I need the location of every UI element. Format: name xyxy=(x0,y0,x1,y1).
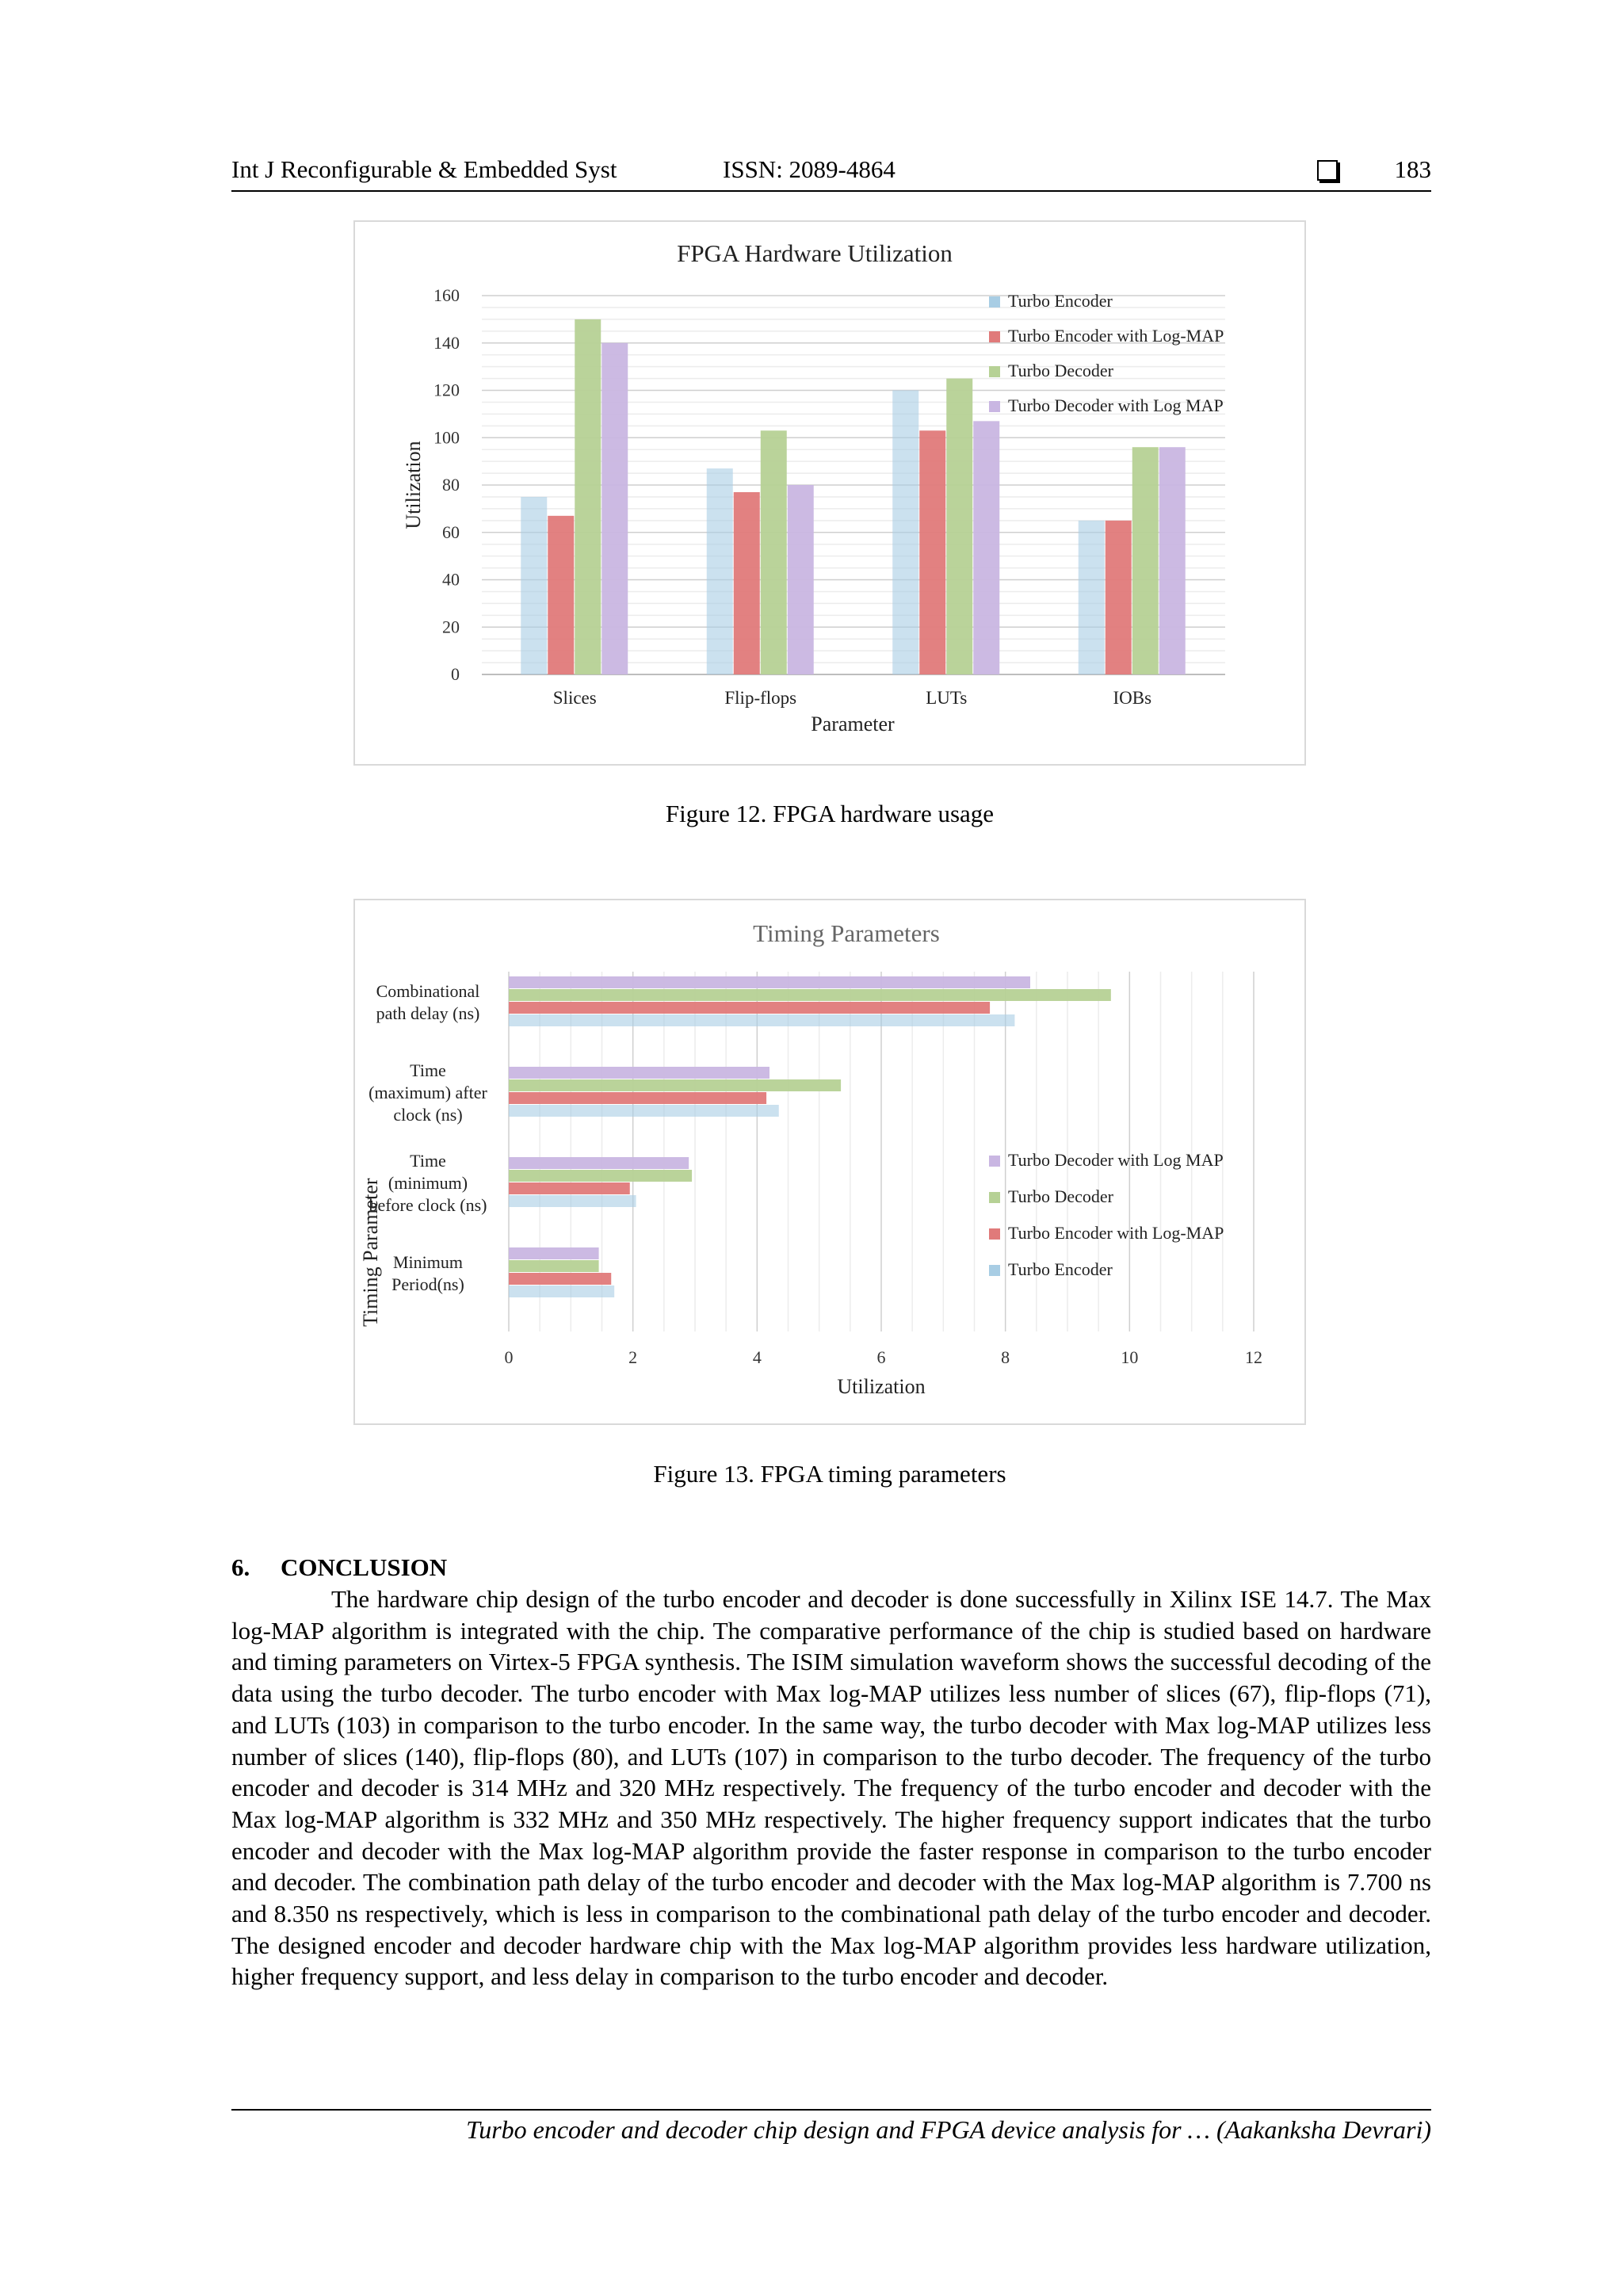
legend-swatch xyxy=(989,331,1000,342)
chart-title: Timing Parameters xyxy=(753,919,940,947)
bar-slices-series-3 xyxy=(575,319,601,674)
bar-group-1-series-4 xyxy=(509,1014,1014,1026)
bar-luts-series-3 xyxy=(946,379,972,674)
bar-group-1-series-2 xyxy=(509,989,1111,1001)
figure-12-chart xyxy=(353,220,1306,766)
legend-entry: Turbo Encoder xyxy=(1008,1259,1113,1279)
legend-entry: Turbo Encoder with Log-MAP xyxy=(1008,1223,1224,1243)
y-tick-label: (maximum) after xyxy=(369,1083,487,1102)
bar-luts-series-4 xyxy=(973,421,999,674)
square-bullet-icon xyxy=(1317,160,1338,181)
y-axis-label: Utilization xyxy=(402,441,425,529)
legend-entry: Turbo Decoder with Log MAP xyxy=(1008,1150,1224,1170)
y-tick-label: Time xyxy=(410,1151,446,1171)
y-tick-label: 100 xyxy=(433,427,460,448)
legend-entry: Turbo Decoder xyxy=(1008,1186,1113,1206)
x-axis-label: Utilization xyxy=(837,1375,926,1398)
bar-group-4-series-1 xyxy=(509,1247,599,1259)
x-tick-label: 2 xyxy=(628,1347,638,1367)
x-tick-label: 6 xyxy=(876,1347,886,1367)
x-tick-label: Slices xyxy=(552,688,597,708)
y-tick-label: Period(ns) xyxy=(391,1274,464,1294)
running-footer: Turbo encoder and decoder chip design and FPGA device analysis for … (Aakanksha Devrari) xyxy=(231,2109,1431,2145)
legend-entry: Turbo Decoder with Log MAP xyxy=(1008,395,1224,415)
conclusion-section xyxy=(231,1552,1431,1992)
y-tick-label: Time xyxy=(410,1060,446,1080)
figure-12-caption: Figure 12. FPGA hardware usage xyxy=(665,800,995,827)
bar-group-2-series-4 xyxy=(509,1105,779,1117)
y-tick-label: before clock (ns) xyxy=(369,1195,487,1215)
bar-group-3-series-2 xyxy=(509,1170,692,1182)
bar-iobs-series-1 xyxy=(1079,521,1105,674)
bar-flip-flops-series-3 xyxy=(761,430,787,674)
x-tick-label: 4 xyxy=(752,1347,762,1367)
bar-group-4-series-2 xyxy=(509,1260,599,1272)
bar-group-1-series-1 xyxy=(509,976,1030,988)
bar-flip-flops-series-2 xyxy=(734,492,760,674)
x-tick-label: IOBs xyxy=(1113,688,1152,708)
page-number: 183 xyxy=(1394,155,1431,183)
bar-luts-series-1 xyxy=(892,391,918,675)
legend-entry: Turbo Decoder xyxy=(1008,361,1113,380)
legend-swatch xyxy=(989,366,1000,377)
figure-13-caption: Figure 13. FPGA timing parameters xyxy=(653,1460,1006,1488)
hardware-utilization-chart xyxy=(355,222,1304,764)
y-tick-label: Minimum xyxy=(392,1252,464,1272)
journal-name: Int J Reconfigurable & Embedded Syst xyxy=(231,155,617,183)
bar-group-1-series-3 xyxy=(509,1002,990,1014)
x-tick-label: 0 xyxy=(504,1347,514,1367)
bar-group-2-series-2 xyxy=(509,1079,841,1091)
running-header xyxy=(231,155,1431,192)
x-tick-label: 12 xyxy=(1245,1347,1262,1367)
figure-13-chart xyxy=(353,899,1306,1425)
x-tick-label: 8 xyxy=(1001,1347,1010,1367)
bar-group-3-series-1 xyxy=(509,1157,689,1169)
bar-iobs-series-4 xyxy=(1159,447,1186,674)
y-tick-label: 140 xyxy=(433,332,460,353)
y-tick-label: 160 xyxy=(433,285,460,305)
x-tick-label: 10 xyxy=(1121,1347,1139,1367)
x-axis-label: Parameter xyxy=(811,712,895,735)
y-tick-label: Combinational xyxy=(376,981,480,1001)
y-axis-label: Timing Parameter xyxy=(359,1178,382,1327)
bar-slices-series-1 xyxy=(521,497,547,674)
legend-swatch xyxy=(989,1192,1000,1203)
bar-group-3-series-4 xyxy=(509,1195,636,1207)
issn: ISSN: 2089-4864 xyxy=(723,155,896,183)
bar-iobs-series-2 xyxy=(1106,521,1132,674)
timing-parameters-chart xyxy=(355,900,1304,1423)
y-tick-label: (minimum) xyxy=(388,1173,468,1193)
legend-swatch xyxy=(989,1228,1000,1240)
y-tick-label: 40 xyxy=(442,569,460,590)
y-tick-label: 120 xyxy=(433,380,460,400)
chart-title: FPGA Hardware Utilization xyxy=(677,239,953,267)
y-tick-label: path delay (ns) xyxy=(376,1003,480,1023)
legend-swatch xyxy=(989,1156,1000,1167)
bar-group-3-series-3 xyxy=(509,1182,630,1194)
legend-swatch xyxy=(989,1265,1000,1276)
bar-luts-series-2 xyxy=(919,430,945,674)
section-title: CONCLUSION xyxy=(281,1553,448,1581)
bar-iobs-series-3 xyxy=(1132,447,1159,674)
x-tick-label: Flip-flops xyxy=(724,688,797,708)
legend-entry: Turbo Encoder with Log-MAP xyxy=(1008,326,1224,346)
y-tick-label: 60 xyxy=(442,521,460,542)
bar-group-4-series-3 xyxy=(509,1273,611,1285)
legend-entry: Turbo Encoder xyxy=(1008,291,1113,311)
bar-flip-flops-series-4 xyxy=(788,485,814,674)
section-number: 6. xyxy=(231,1553,250,1581)
y-tick-label: 20 xyxy=(442,617,460,637)
bar-flip-flops-series-1 xyxy=(707,468,733,674)
bar-slices-series-4 xyxy=(601,343,628,674)
bar-group-2-series-1 xyxy=(509,1067,769,1079)
bar-group-2-series-3 xyxy=(509,1092,766,1104)
y-tick-label: 0 xyxy=(451,664,460,684)
conclusion-paragraph: The hardware chip design of the turbo encoder and decoder is done successfully in Xilinx ISE 14.7. The Max log-MAP algorithm is integrated with the chip. The comparative performance of the chip is studied based on hardware and timing parameters on Virtex-5 FPGA synthesis. The ISIM simulation waveform shows the successful decoding of the data using the turbo decoder. The turbo encoder with Max log-MAP utilizes less number of slices (67), flip-flops (71), and LUTs (103) in comparison to the turbo encoder. In the same way, the turbo decoder with Max log-MAP utilizes less number of slices (140), flip-flops (80), and LUTs (107) in comparison to the turbo decoder. The frequency of the turbo encoder and decoder is 314 MHz and 320 MHz respectively. The frequency of the turbo encoder and decoder with the Max log-MAP algorithm is 332 MHz and 350 MHz respectively. The higher frequency support indicates that the turbo encoder and decoder with the Max log-MAP algorithm provide the faster response in comparison to the turbo encoder and decoder. The combination path delay of the turbo encoder and decoder with the Max log-MAP algorithm is 7.700 ns and 8.350 ns respectively, which is less in comparison to the combinational path delay of the turbo encoder and decoder. The designed encoder and decoder hardware chip with the Max log-MAP algorithm provides less hardware utilization, higher frequency support, and less delay in comparison to the turbo encoder and decoder. xyxy=(231,1585,1431,1991)
legend-swatch xyxy=(989,401,1000,412)
x-tick-label: LUTs xyxy=(926,688,968,708)
bar-group-4-series-4 xyxy=(509,1286,614,1297)
bar-slices-series-2 xyxy=(548,516,574,674)
section-heading xyxy=(231,1552,1431,1584)
legend-swatch xyxy=(989,296,1000,308)
y-tick-label: 80 xyxy=(442,475,460,495)
y-tick-label: clock (ns) xyxy=(393,1105,463,1125)
